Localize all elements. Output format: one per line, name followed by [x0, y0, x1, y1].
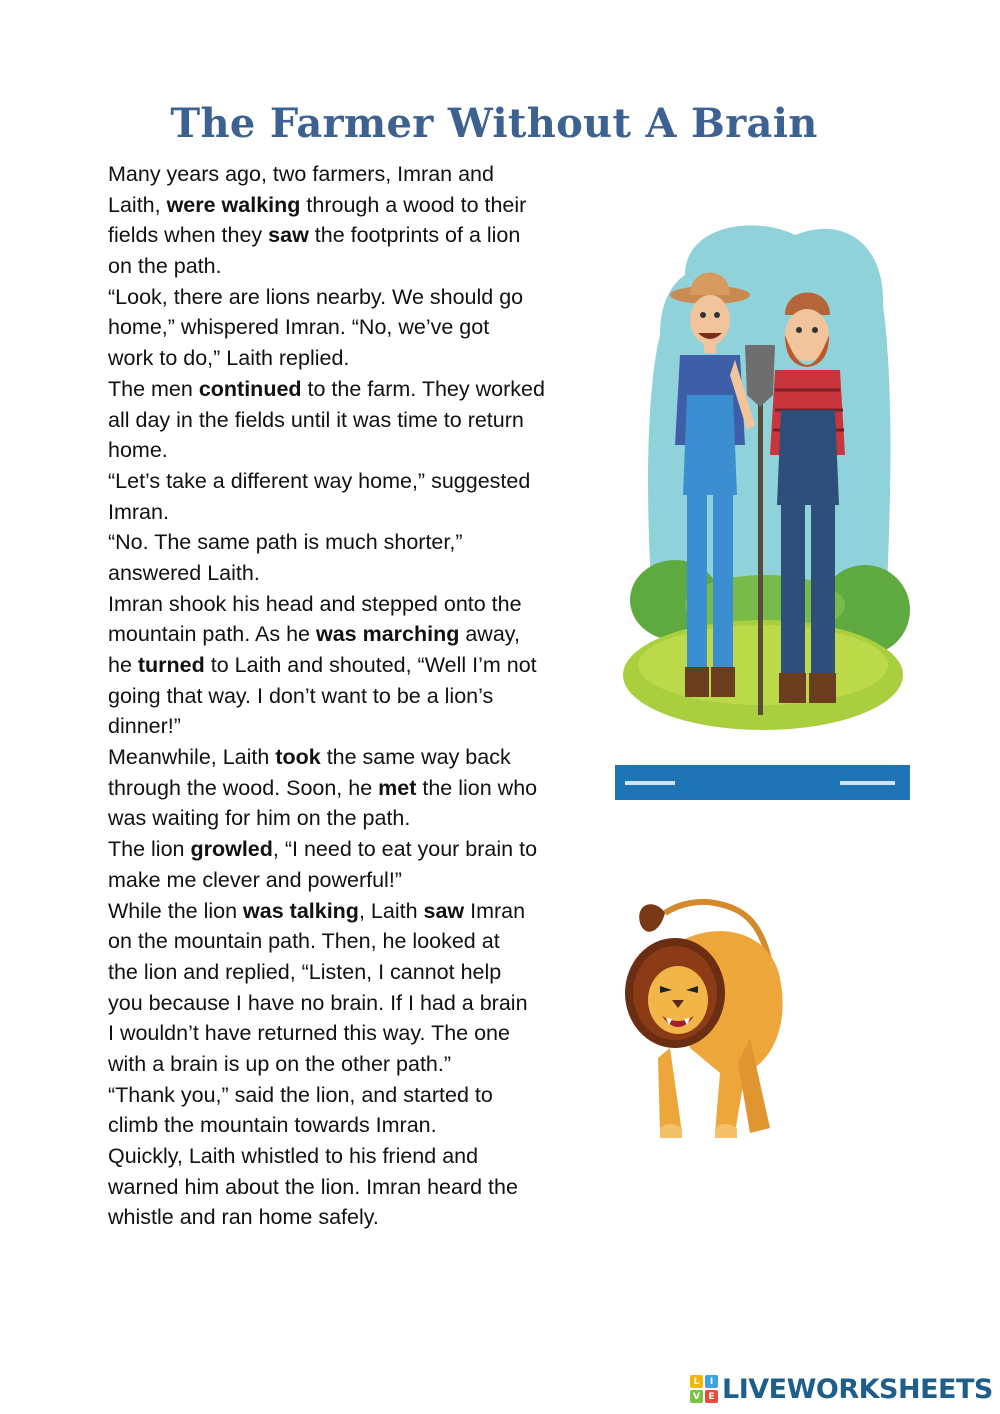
story-text-segment: through a wood to their	[300, 192, 527, 217]
story-text-segment: the lion who	[416, 775, 538, 800]
story-line	[108, 1202, 583, 1233]
story-text-segment: make me clever and powerful!”	[108, 867, 402, 892]
story-line	[108, 312, 583, 343]
story-line	[108, 926, 583, 957]
story-verb-bold: continued	[198, 376, 302, 401]
logo-tile: V	[690, 1390, 703, 1403]
story-text-segment: Imran	[464, 898, 526, 923]
story-verb-bold: growled	[190, 837, 273, 862]
lion-illustration	[620, 888, 800, 1153]
story-text-segment: “Let’s take a different way home,” suggested	[108, 468, 531, 493]
story-line	[108, 466, 583, 497]
story-text-segment: the lion and replied, “Listen, I cannot help	[108, 959, 502, 984]
story-text-segment: all day in the fields until it was time to return	[108, 407, 524, 432]
logo-tile: L	[690, 1375, 703, 1388]
story-text-segment: Imran.	[108, 499, 169, 524]
story-text-segment: home.	[108, 438, 168, 463]
story-verb-bold: met	[378, 775, 417, 800]
story-text-segment: Meanwhile, Laith	[108, 745, 276, 770]
story-text-segment: on the path.	[108, 254, 222, 279]
story-text-segment: I wouldn’t have returned this way. The one	[108, 1021, 510, 1046]
story-text-segment: the same way back	[320, 745, 511, 770]
logo-tile: I	[705, 1375, 718, 1388]
story-line	[108, 742, 583, 773]
story-line	[108, 957, 583, 988]
story-text	[108, 159, 583, 1233]
liveworksheets-brand	[690, 1371, 993, 1407]
story-text-segment: to Laith and shouted, “Well I’m not	[204, 653, 537, 677]
story-text-segment: answered Laith.	[108, 560, 260, 585]
story-line	[108, 988, 583, 1019]
story-text-segment: The lion	[108, 837, 191, 862]
story-line	[108, 1141, 583, 1172]
farmers-illustration	[615, 195, 910, 805]
story-text-segment: away,	[459, 622, 520, 647]
story-line	[108, 497, 583, 528]
story-line	[108, 1018, 583, 1049]
story-line	[108, 374, 583, 405]
story-text-segment: While the lion	[108, 898, 244, 923]
story-line	[108, 1049, 583, 1080]
story-line	[108, 773, 583, 804]
story-line	[108, 711, 583, 742]
story-text-segment: was waiting for him on the path.	[108, 806, 411, 831]
story-text-segment: going that way. I don’t want to be a lion’s	[108, 683, 494, 708]
story-line	[108, 343, 583, 374]
story-text-segment: , “I need to eat your brain to	[272, 837, 538, 862]
story-text-segment: the footprints of a lion	[308, 223, 521, 248]
story-text-segment: you because I have no brain. If I had a brain	[108, 990, 528, 1015]
story-line	[108, 650, 583, 681]
story-line	[108, 803, 583, 834]
story-text-segment: he	[108, 653, 138, 677]
story-line	[108, 865, 583, 896]
story-text-segment: Laith,	[108, 192, 167, 217]
story-line	[108, 589, 583, 620]
story-text-segment: with a brain is up on the other path.”	[108, 1051, 452, 1076]
story-text-segment: Imran shook his head and stepped onto the	[108, 591, 522, 616]
story-line	[108, 405, 583, 436]
story-text-segment: fields when they	[108, 223, 269, 248]
story-text-segment: climb the mountain towards Imran.	[108, 1113, 437, 1138]
brand-text: LIVEWORKSHEETS	[722, 1373, 993, 1405]
story-line	[108, 527, 583, 558]
story-text-segment: Many years ago, two farmers, Imran and	[108, 162, 494, 186]
story-text-segment: to the farm. They worked	[301, 376, 545, 401]
story-text-segment: warned him about the lion. Imran heard the	[108, 1174, 518, 1199]
story-verb-bold: turned	[137, 653, 205, 677]
story-line	[108, 558, 583, 589]
story-line	[108, 1080, 583, 1111]
story-verb-bold: saw	[423, 898, 465, 923]
story-line	[108, 834, 583, 865]
liveworksheets-logo-icon	[690, 1375, 718, 1403]
story-line	[108, 681, 583, 712]
story-text-segment: work to do,” Laith replied.	[108, 346, 350, 371]
story-line	[108, 190, 583, 221]
story-text-segment: The men	[108, 376, 199, 401]
story-line	[108, 896, 583, 927]
story-line	[108, 435, 583, 466]
story-line	[108, 159, 583, 190]
story-text-segment: on the mountain path. Then, he looked at	[108, 929, 500, 954]
story-verb-bold: was talking	[243, 898, 359, 923]
story-text-segment: mountain path. As he	[108, 622, 316, 647]
story-text-segment: Quickly, Laith whistled to his friend and	[108, 1144, 479, 1168]
story-verb-bold: was marching	[315, 622, 460, 647]
story-verb-bold: saw	[268, 223, 309, 248]
story-text-segment: whistle and ran home safely.	[108, 1205, 379, 1230]
story-text-segment: , Laith	[358, 898, 424, 923]
story-verb-bold: were walking	[166, 192, 301, 217]
page-title: The Farmer Without A Brain	[170, 100, 818, 147]
story-line	[108, 619, 583, 650]
story-text-segment: through the wood. Soon, he	[108, 775, 379, 800]
story-text-segment: “Look, there are lions nearby. We should go	[108, 284, 524, 309]
story-line	[108, 1172, 583, 1203]
story-text-segment: dinner!”	[108, 714, 181, 739]
story-text-segment: “Thank you,” said the lion, and started to	[108, 1082, 493, 1107]
story-text-segment: home,” whispered Imran. “No, we’ve got	[108, 315, 490, 340]
story-line	[108, 220, 583, 251]
story-line	[108, 282, 583, 313]
story-verb-bold: took	[275, 745, 321, 770]
story-line	[108, 251, 583, 282]
story-text-segment: “No. The same path is much shorter,”	[108, 530, 463, 555]
logo-tile: E	[705, 1390, 718, 1403]
story-line	[108, 1110, 583, 1141]
